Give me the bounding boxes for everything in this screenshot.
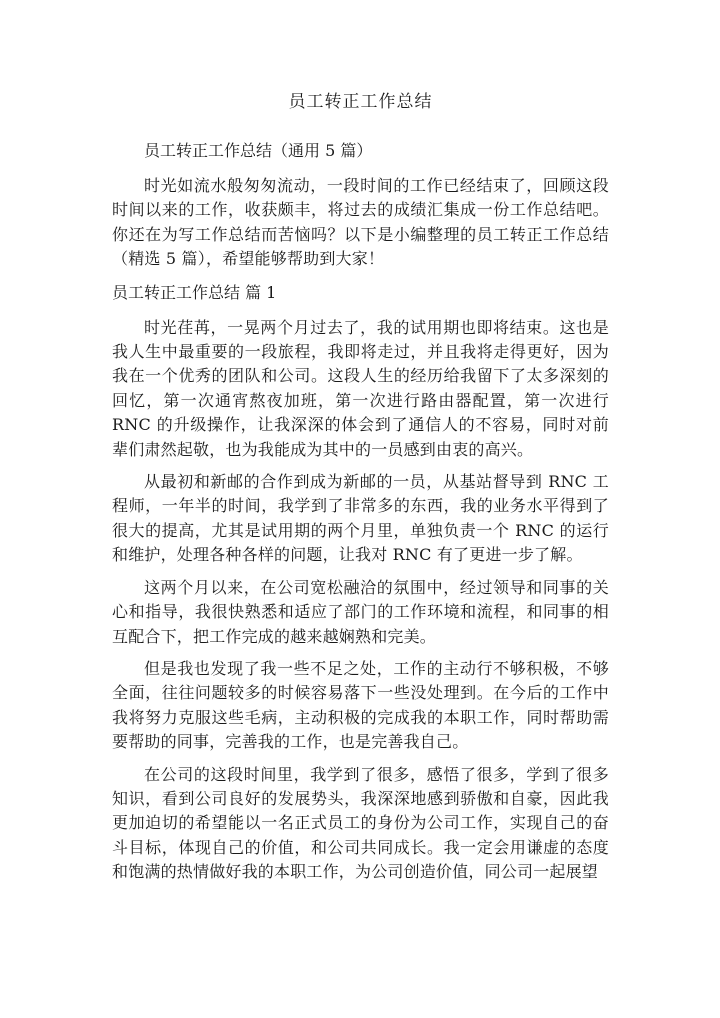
body-paragraph-5: 在公司的这段时间里，我学到了很多，感悟了很多，学到了很多知识，看到公司良好的发展势头，我深深地感到骄傲和自豪，因此我更加迫切的希望能以一名正式员工的身份为公司工作，实现自己的奋斗目标，体现自己的价值，和公司共同成长。我一定会用谦虚的态度和饱满的热情做好我的本职工作，为公司创造价值，同公司一起展望 <box>112 764 609 882</box>
body-paragraph-3: 这两个月以来，在公司宽松融洽的氛围中，经过领导和同事的关心和指导，我很快熟悉和适应了部门的工作环境和流程，和同事的相互配合下，把工作完成的越来越娴熟和完美。 <box>112 577 609 646</box>
document-title: 员工转正工作总结 <box>288 92 433 112</box>
body-paragraph-2: 从最初和新邮的合作到成为新邮的一员，从基站督导到 RNC 工程师，一年半的时间，我学到了非常多的东西，我的业务水平得到了很大的提高，尤其是试用期的两个月里，单独负责一个 RNC 的运行和维护，处理各种各样的问题，让我对 RNC 有了更进一步了解。 <box>112 472 609 565</box>
document-subtitle: 员工转正工作总结（通用 5 篇） <box>144 141 373 160</box>
section-heading: 员工转正工作总结 篇 1 <box>112 282 277 302</box>
document-body <box>112 88 609 893</box>
body-paragraph-1: 时光荏苒，一晃两个月过去了，我的试用期也即将结束。这也是我人生中最重要的一段旅程，我即将走过，并且我将走得更好，因为我在一个优秀的团队和公司。这段人生的经历给我留下了太多深刻的回忆，第一次通宵熬夜加班，第一次进行路由器配置，第一次进行 RNC 的升级操作，让我深深的体会到了通信人的不容易，同时对前辈们肃然起敬，也为我能成为其中的一员感到由衷的高兴。 <box>112 317 609 459</box>
intro-paragraph: 时光如流水般匆匆流动，一段时间的工作已经结束了，回顾这段时间以来的工作，收获颇丰，将过去的成绩汇集成一份工作总结吧。你还在为写工作总结而苦恼吗？以下是小编整理的员工转正工作总结（精选 5 篇），希望能够帮助到大家！ <box>112 176 609 269</box>
body-paragraph-4: 但是我也发现了我一些不足之处，工作的主动行不够积极，不够全面，往往问题较多的时候容易落下一些没处理到。在今后的工作中我将努力克服这些毛病，主动积极的完成我的本职工作，同时帮助需要帮助的同事，完善我的工作，也是完善我自己。 <box>112 658 609 752</box>
